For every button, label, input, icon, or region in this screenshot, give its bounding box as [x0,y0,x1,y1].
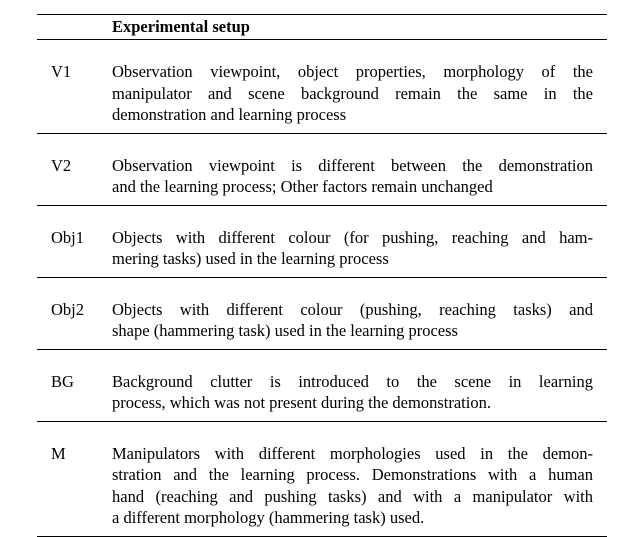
row-label: V2 [51,155,72,175]
row-rule [37,536,607,537]
row-label: Obj1 [51,227,84,247]
row-description [112,61,593,126]
description-line: and the learning process; Other factors remain unchanged [112,177,493,196]
row-label: M [51,443,66,463]
row-description [112,371,593,414]
description-line: mering tasks) used in the learning process [112,249,389,268]
description-line: process, which was not present during the demonstration. [112,393,491,412]
description-line: stration and the learning process. Demonstrations with a human [112,465,593,484]
table-header-row [37,15,607,39]
row-description [112,443,593,529]
experimental-setup-table [37,14,607,537]
row-label: V1 [51,62,72,81]
row-label: BG [51,371,74,391]
description-line: hand (reaching and pushing tasks) and with a manipulator with [112,486,593,506]
description-line: Objects with different colour (pushing, reaching tasks) and [112,299,593,319]
description-line: Objects with different colour (for pushing, reaching and ham- [112,227,593,247]
table-row [37,134,607,205]
description-line: manipulator and scene background remain the same in the [112,83,593,103]
table-row [37,40,607,133]
description-line: Manipulators with different morphologies used in the demon- [112,443,593,463]
table-header-cell: Experimental setup [112,17,250,36]
row-description [112,155,593,198]
row-description [112,227,593,270]
description-line: a different morphology (hammering task) used. [112,508,425,527]
table-row [37,350,607,421]
description-line: demonstration and learning process [112,105,347,124]
table-row [37,206,607,277]
description-line: Observation viewpoint is different between the demonstration [112,155,593,175]
row-label: Obj2 [51,299,84,319]
description-line: shape (hammering task) used in the learning process [112,321,458,340]
table-row [37,422,607,536]
table-body [37,40,607,537]
table-row [37,278,607,349]
row-description [112,299,593,342]
description-line: Background clutter is introduced to the scene in learning [112,371,593,391]
description-line: Observation viewpoint, object properties, morphology of the [112,62,593,81]
